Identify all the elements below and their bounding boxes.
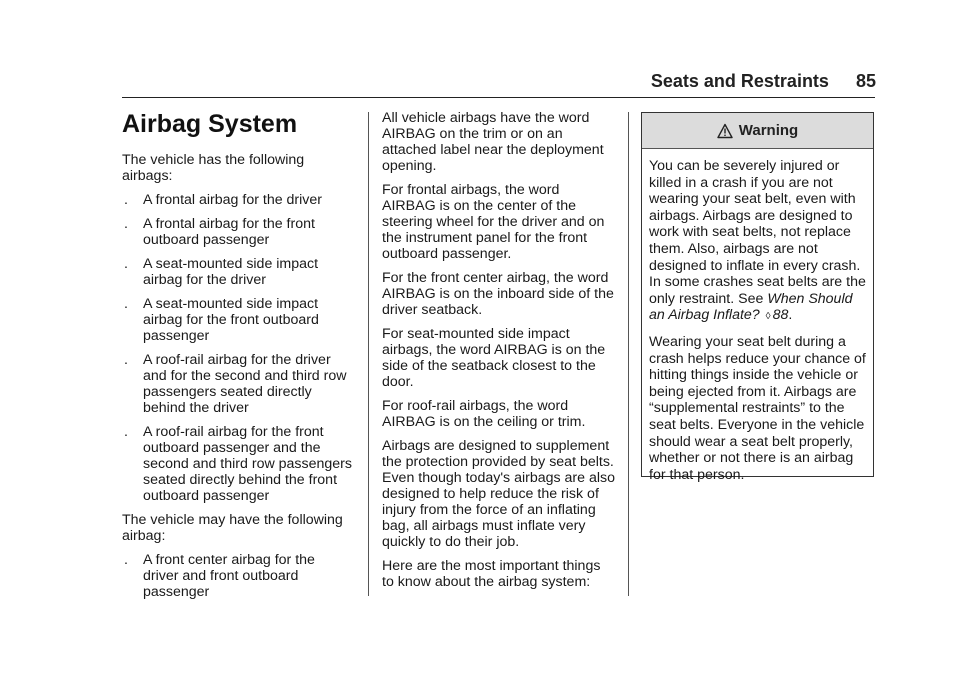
list-item bbox=[122, 552, 354, 600]
bullet-glyph: . bbox=[124, 296, 128, 312]
header-rule bbox=[122, 97, 875, 98]
list-item-text: A roof-rail airbag for the driver and for the second and third row passengers seated directly behind the driver bbox=[143, 352, 347, 416]
list-item bbox=[122, 296, 354, 344]
body-paragraph: All vehicle airbags have the word AIRBAG on the trim or on an attached label near the deployment opening. bbox=[382, 110, 604, 174]
column-2 bbox=[382, 110, 616, 598]
list-item bbox=[122, 424, 354, 504]
column-divider bbox=[628, 112, 629, 596]
bullet-glyph: . bbox=[124, 256, 128, 272]
bullet-glyph: . bbox=[124, 352, 128, 368]
sentence-end: . bbox=[788, 307, 793, 324]
warning-header bbox=[642, 113, 873, 149]
list-item-text: A seat-mounted side impact airbag for the driver bbox=[143, 256, 319, 288]
bullet-glyph: . bbox=[124, 192, 128, 208]
bullet-glyph: . bbox=[124, 216, 128, 232]
warning-body bbox=[642, 149, 873, 483]
list-item bbox=[122, 192, 354, 208]
page-ref-icon: ◊ bbox=[765, 311, 771, 323]
column-1 bbox=[122, 110, 354, 608]
column-divider bbox=[368, 112, 369, 596]
list-item-text: A frontal airbag for the front outboard passenger bbox=[143, 216, 315, 248]
body-paragraph: For frontal airbags, the word AIRBAG is on the center of the steering wheel for the driver and on the instrument panel for the front outboard passenger. bbox=[382, 182, 605, 262]
body-paragraph: For the front center airbag, the word AIRBAG is on the inboard side of the driver seatback. bbox=[382, 270, 614, 318]
warning-paragraph: Wearing your seat belt during a crash helps reduce your chance of hitting things inside the vehicle or being ejected from it. Airbags are “supplemental restraints” to the seat belts. Everyone in the vehicle should wear a seat belt properly, whether or not there is an airbag for that person. bbox=[649, 333, 866, 483]
warning-box bbox=[641, 112, 874, 483]
body-paragraph: Airbags are designed to supplement the protection provided by seat belts. Even though today's airbags are also designed to help reduce the risk of injury from the force of an inflating bag, all airbags must inflate very quickly to do their job. bbox=[382, 438, 616, 550]
page-number: 85 bbox=[855, 71, 876, 91]
body-paragraph: For roof-rail airbags, the word AIRBAG is on the ceiling or trim. bbox=[382, 398, 586, 430]
running-header bbox=[620, 71, 876, 92]
warning-title: Warning bbox=[738, 122, 799, 139]
list-item-text: A roof-rail airbag for the front outboard passenger and the second and third row passengers seated directly behind the front outboard passenger bbox=[143, 424, 352, 504]
body-paragraph: For seat-mounted side impact airbags, the word AIRBAG is on the side of the seatback closest to the door. bbox=[382, 326, 606, 390]
header-section-title: Seats and Restraints bbox=[650, 71, 829, 91]
warning-text: You can be severely injured or killed in a crash if you are not wearing your seat belt, even with airbags. Airbags are designed to work with seat belts, not replace them. Also, airbags are not designed to inflate in every crash. In some crashes seat belts are the only restraint. See bbox=[649, 158, 866, 307]
may-have-paragraph: The vehicle may have the following airbag: bbox=[122, 512, 343, 544]
intro-paragraph: The vehicle has the following airbags: bbox=[122, 152, 305, 184]
body-paragraph: Here are the most important things to know about the airbag system: bbox=[382, 558, 601, 590]
warning-paragraph bbox=[649, 158, 867, 326]
bullet-glyph: . bbox=[124, 424, 128, 440]
list-item-text: A frontal airbag for the driver bbox=[143, 192, 323, 208]
warning-triangle-icon bbox=[717, 123, 733, 139]
cross-reference-page[interactable]: 88 bbox=[772, 307, 789, 324]
list-item bbox=[122, 256, 354, 288]
section-title: Airbag System bbox=[122, 110, 298, 138]
list-item-text: A front center airbag for the driver and front outboard passenger bbox=[143, 552, 315, 600]
bullet-glyph: . bbox=[124, 552, 128, 568]
cross-reference-link[interactable]: When Should an Airbag Inflate? bbox=[649, 290, 853, 324]
list-item-text: A seat-mounted side impact airbag for the front outboard passenger bbox=[143, 296, 319, 344]
list-item bbox=[122, 352, 354, 416]
list-item bbox=[122, 216, 354, 248]
